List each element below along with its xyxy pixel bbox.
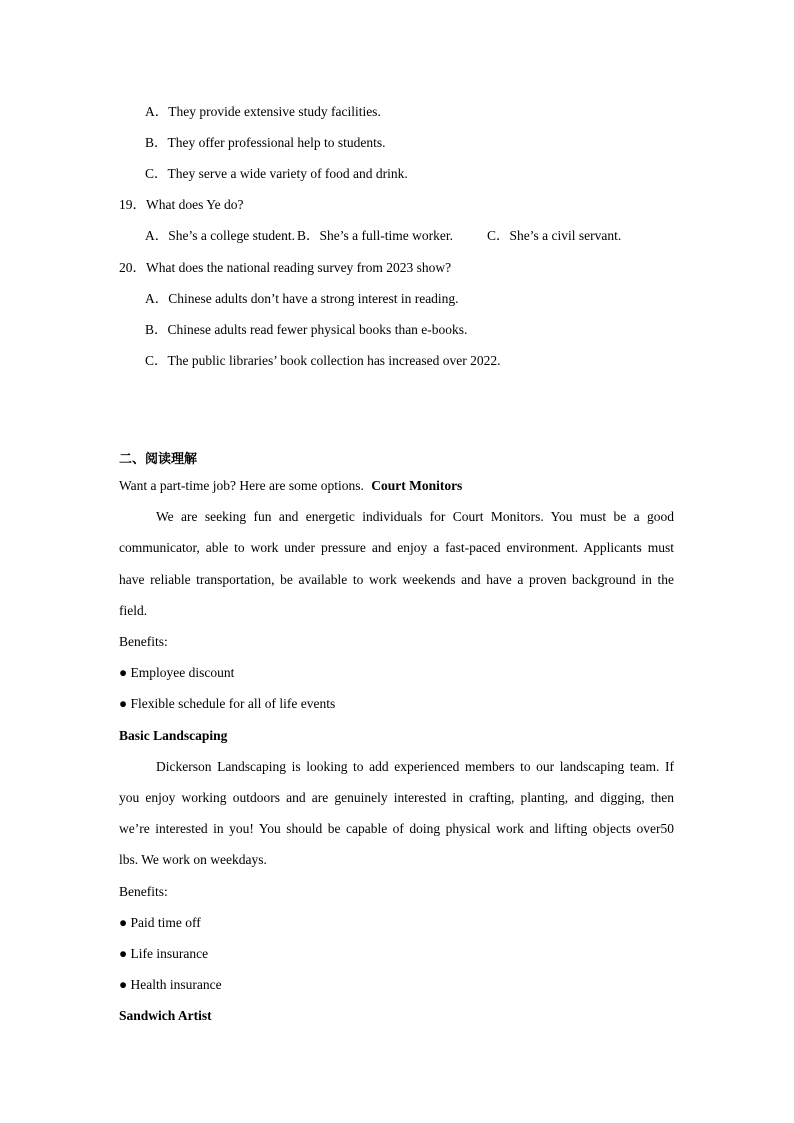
q20-option-c: C．The public libraries’ book collection has increased over 2022.	[145, 353, 501, 368]
court-benefits-label: Benefits:	[119, 634, 168, 649]
landscaping-paragraph-line-3: we’re interested in you! You should be capable of doing physical work and lifting objects over50	[119, 821, 674, 836]
landscaping-paragraph-line-1: Dickerson Landscaping is looking to add experienced members to our landscaping team. If	[156, 759, 674, 774]
landscaping-benefits-label: Benefits:	[119, 884, 168, 899]
sandwich-artist-title: Sandwich Artist	[119, 1008, 212, 1023]
court-paragraph-line-2: communicator, able to work under pressure and enjoy a fast-paced environment. Applicants must	[119, 540, 674, 555]
q20-option-b: B．Chinese adults read fewer physical books than e-books.	[145, 322, 468, 337]
q19-option-c: C．She’s a civil servant.	[487, 228, 622, 243]
q19-option-a: A．She’s a college student.	[145, 228, 295, 243]
court-benefit-2: ● Flexible schedule for all of life events	[119, 696, 336, 711]
intro-line	[119, 478, 462, 494]
q18-option-c: C．They serve a wide variety of food and drink.	[145, 166, 408, 181]
landscaping-benefit-3: ● Health insurance	[119, 977, 222, 992]
q20-option-a: A．Chinese adults don’t have a strong interest in reading.	[145, 291, 459, 306]
landscaping-benefit-1: ● Paid time off	[119, 915, 201, 930]
landscaping-paragraph-line-2: you enjoy working outdoors and are genuinely interested in crafting, planting, and digging, then	[119, 790, 674, 805]
court-paragraph-line-4: field.	[119, 603, 148, 618]
q18-option-a: A．They provide extensive study facilities.	[145, 104, 381, 119]
q19-option-b: B．She’s a full-time worker.	[296, 228, 453, 243]
q19-options-row	[145, 228, 453, 244]
section-heading: 二、阅读理解	[119, 452, 198, 467]
q18-option-b: B．They offer professional help to students.	[145, 135, 386, 150]
court-paragraph-line-1: We are seeking fun and energetic individuals for Court Monitors. You must be a good	[156, 509, 674, 524]
court-paragraph-line-3: have reliable transportation, be available to work weekends and have a proven background in the	[119, 572, 674, 587]
court-benefit-1: ● Employee discount	[119, 665, 235, 680]
q20-question: 20．What does the national reading survey from 2023 show?	[119, 260, 452, 275]
landscaping-title: Basic Landscaping	[119, 728, 228, 743]
q19-question: 19．What does Ye do?	[119, 197, 244, 212]
landscaping-benefit-2: ● Life insurance	[119, 946, 209, 961]
landscaping-paragraph-line-4: lbs. We work on weekdays.	[119, 852, 267, 867]
court-monitors-title: Court Monitors	[371, 478, 463, 493]
intro-text: Want a part-time job? Here are some options.	[119, 478, 364, 493]
